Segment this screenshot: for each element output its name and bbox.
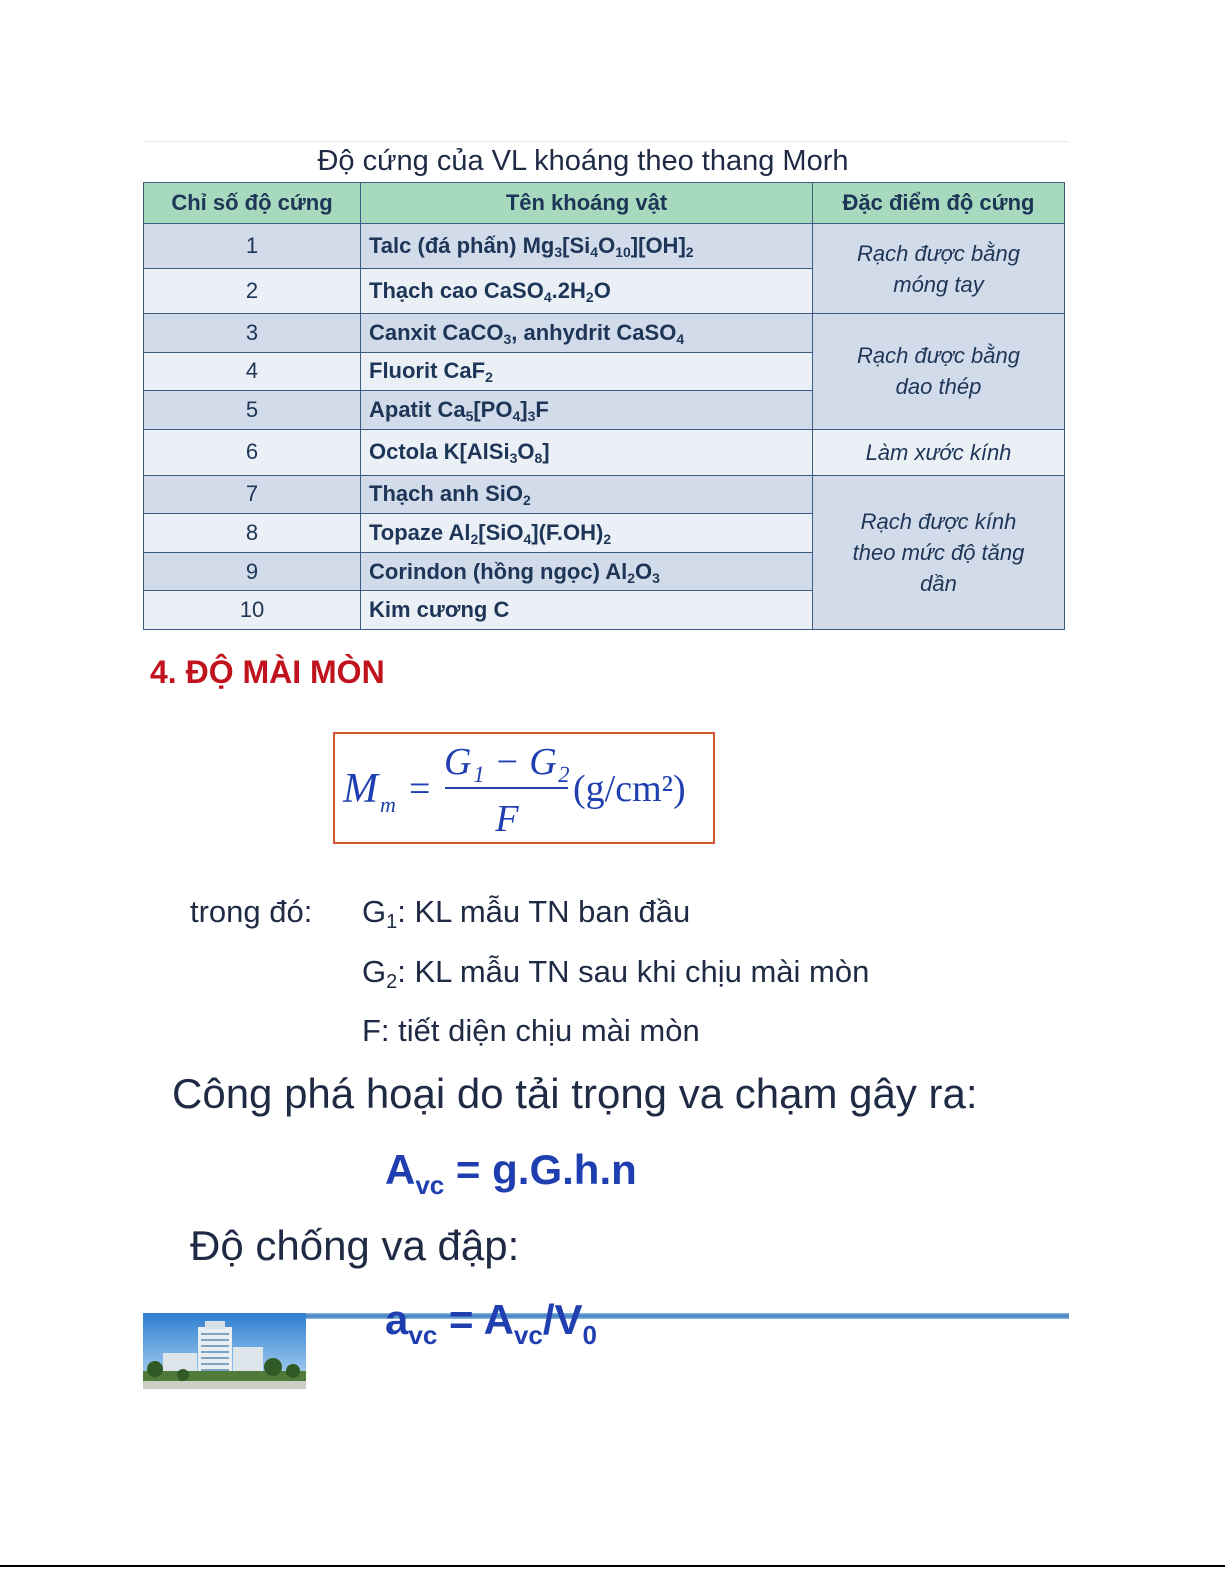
feature-steel-knife: Rạch được bằng dao thép: [813, 314, 1065, 430]
legend-g2: $G_2$: KL mẫu TN sau khi chịu mài mòn: [362, 954, 870, 993]
formula-lhs: M: [343, 766, 378, 812]
feature-fingernail: Rạch được bằng móng tay: [813, 224, 1065, 314]
top-divider: [143, 141, 1069, 142]
table-row: [144, 314, 1065, 353]
legend-g1: $G_1$: KL mẫu TN ban đầu: [362, 894, 691, 933]
feature-scratch-glass: Làm xước kính: [813, 429, 1065, 475]
row-mineral: Corindon (hồng ngọc) $Al_2O_3$: [361, 552, 813, 591]
row-index: 2: [144, 269, 361, 314]
row-index: 7: [144, 475, 361, 514]
row-index: 9: [144, 552, 361, 591]
building-image: [143, 1313, 306, 1389]
row-mineral: Thạch anh SiO$_2$: [361, 475, 813, 514]
row-index: 3: [144, 314, 361, 353]
formula-denominator: F: [495, 798, 519, 840]
row-index: 4: [144, 352, 361, 391]
row-index: 6: [144, 429, 361, 475]
row-index: 8: [144, 514, 361, 553]
mohs-hardness-table: [143, 182, 1065, 630]
formula-svg: [335, 734, 713, 842]
formula-unit: (g/cm²): [573, 768, 686, 810]
formula-lhs-sub: m: [380, 792, 396, 817]
feature-cut-glass: Rạch được kính theo mức độ tăng dần: [813, 475, 1065, 629]
formula-numerator: G₁ − G₂: [444, 741, 570, 783]
legend-label: trong đó:: [190, 894, 313, 929]
fraction-bar: [445, 787, 568, 789]
impact-resistance-equation: $a_{vc} = A_{vc}/V_0$: [385, 1296, 597, 1350]
impact-work-equation: $A_{vc} = g.G.h.n$: [385, 1146, 637, 1200]
header-feature: Đặc điểm độ cứng: [813, 183, 1065, 224]
formula-equals: =: [409, 768, 431, 810]
row-index: 10: [144, 591, 361, 630]
abrasion-formula: [333, 732, 715, 844]
row-mineral: Octola $K[AlSi_3O_8]$: [361, 429, 813, 475]
header-index: Chỉ số độ cứng: [144, 183, 361, 224]
table-header-row: [144, 183, 1065, 224]
row-mineral: Fluorit CaF$_2$: [361, 352, 813, 391]
table-row: [144, 429, 1065, 475]
row-index: 1: [144, 224, 361, 269]
row-mineral: Talc (đá phấn) $Mg_3[Si_4O_{10}][OH]_2$: [361, 224, 813, 269]
row-mineral: Topaze $Al_2[SiO_4](F.OH)_2$: [361, 514, 813, 553]
table-row: [144, 224, 1065, 269]
header-mineral: Tên khoáng vật: [361, 183, 813, 224]
row-mineral: Apatit $Ca_5[PO_4]_3F$: [361, 391, 813, 430]
section-heading: 4. ĐỘ MÀI MÒN: [150, 654, 385, 690]
impact-heading: Công phá hoại do tải trọng va chạm gây ra:: [172, 1070, 978, 1117]
impact-resistance-heading: Độ chống va đập:: [190, 1222, 520, 1269]
table-row: [144, 475, 1065, 514]
table-title: Độ cứng của VL khoáng theo thang Morh: [317, 145, 849, 177]
row-index: 5: [144, 391, 361, 430]
row-mineral: Thạch cao $CaSO_4.2H_2O$: [361, 269, 813, 314]
row-mineral: Kim cương C: [361, 591, 813, 630]
row-mineral: Canxit CaCO$_3$, anhydrit CaSO$_4$: [361, 314, 813, 353]
legend-f: F: tiết diện chịu mài mòn: [362, 1013, 700, 1048]
page-bottom-rule: [0, 1565, 1225, 1567]
